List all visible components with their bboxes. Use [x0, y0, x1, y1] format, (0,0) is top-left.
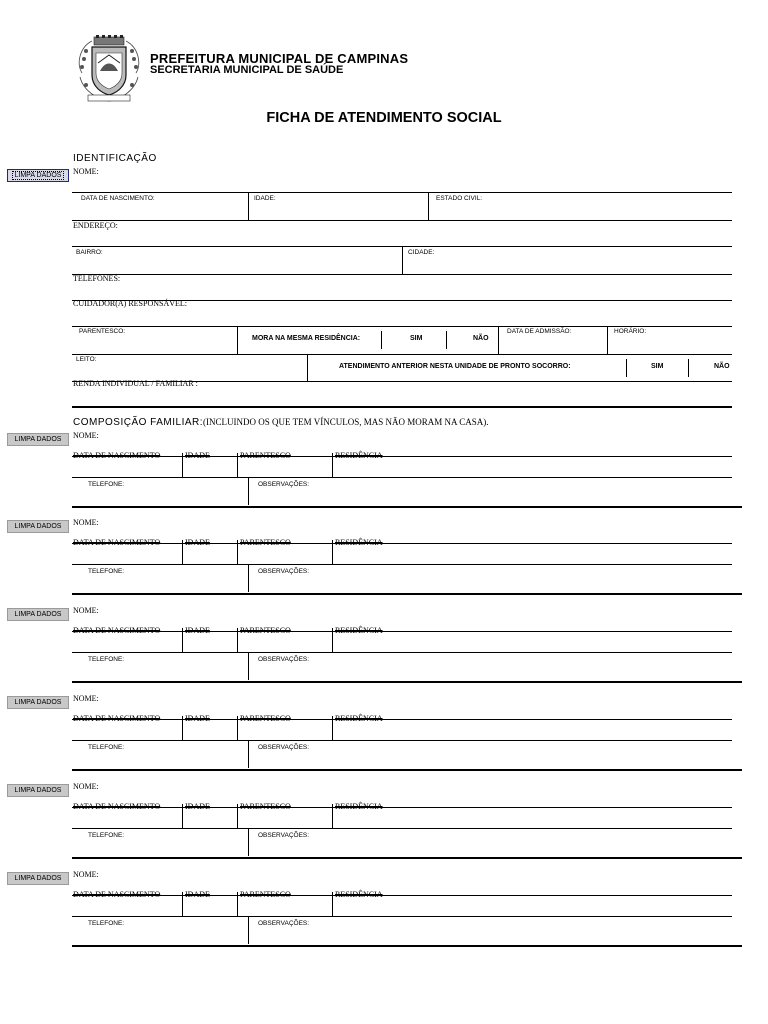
divider: [72, 652, 732, 653]
parentesco-label: PARENTESCO:: [79, 328, 126, 335]
family-parentesco-label: PARENTESCO: [240, 451, 291, 460]
family-residencia-label: RESIDÊNCIA: [335, 714, 383, 723]
family-observacoes-label: OBSERVAÇÕES:: [258, 481, 310, 488]
divider: [248, 829, 249, 856]
family-observacoes-label: OBSERVAÇÕES:: [258, 568, 310, 575]
clear-family-member-button[interactable]: [7, 520, 69, 533]
divider: [72, 895, 732, 896]
divider: [72, 326, 732, 327]
family-residencia-label: RESIDÊNCIA: [335, 451, 383, 460]
family-parentesco-label: PARENTESCO: [240, 802, 291, 811]
divider: [182, 716, 183, 740]
divider: [237, 716, 238, 740]
divider: [428, 193, 429, 220]
section-composicao-title: [73, 412, 488, 430]
divider: [332, 892, 333, 916]
divider: [402, 247, 403, 274]
divider: [72, 593, 742, 595]
divider: [237, 804, 238, 828]
divider: [72, 945, 742, 947]
divider: [182, 453, 183, 477]
family-idade-label: IDADE: [185, 538, 210, 547]
divider: [381, 331, 382, 349]
endereco-label: ENDEREÇO:: [73, 221, 118, 230]
mora-sim-option[interactable]: SIM: [410, 335, 423, 342]
clear-family-member-button[interactable]: [7, 696, 69, 709]
divider: [248, 565, 249, 592]
family-telefone-label: TELEFONE:: [88, 832, 125, 839]
data-admissao-label: DATA DE ADMISSÃO:: [507, 328, 572, 335]
divider: [248, 917, 249, 944]
city-seal-logo: [72, 33, 146, 105]
family-idade-label: IDADE: [185, 890, 210, 899]
family-nome-label: NOME:: [73, 518, 99, 527]
family-observacoes-label: OBSERVAÇÕES:: [258, 656, 310, 663]
divider: [248, 653, 249, 680]
divider: [248, 193, 249, 220]
renda-label: RENDA INDIVIDUAL / FAMILIAR :: [73, 379, 198, 388]
clear-family-member-button[interactable]: [7, 784, 69, 797]
family-residencia-label: RESIDÊNCIA: [335, 538, 383, 547]
divider: [237, 892, 238, 916]
form-title: FICHA DE ATENDIMENTO SOCIAL: [266, 110, 502, 126]
clear-button-label: LIMPA DADOS: [14, 523, 62, 530]
clear-button-label: LIMPA DADOS: [14, 699, 62, 706]
divider: [72, 740, 732, 741]
divider: [72, 769, 742, 771]
family-data-nascimento-label: DATA DE NASCIMENTO: [73, 451, 161, 460]
cuidador-label: CUIDADOR(A) RESPONSÁVEL:: [73, 299, 188, 308]
telefones-label: TELEFONES:: [73, 274, 121, 283]
divider: [307, 355, 308, 381]
divider: [72, 506, 742, 508]
atendimento-sim-option[interactable]: SIM: [651, 363, 664, 370]
family-nome-label: NOME:: [73, 431, 99, 440]
mora-nao-option[interactable]: NÃO: [473, 335, 489, 342]
divider: [72, 543, 732, 544]
family-idade-label: IDADE: [185, 626, 210, 635]
clear-button-label: LIMPA DADOS: [12, 171, 65, 180]
family-idade-label: IDADE: [185, 714, 210, 723]
divider: [72, 477, 732, 478]
horario-label: HORÁRIO:: [614, 328, 647, 335]
clear-family-member-button[interactable]: [7, 433, 69, 446]
family-telefone-label: TELEFONE:: [88, 656, 125, 663]
family-telefone-label: TELEFONE:: [88, 744, 125, 751]
divider: [182, 804, 183, 828]
family-idade-label: IDADE: [185, 802, 210, 811]
divider: [248, 478, 249, 505]
family-parentesco-label: PARENTESCO: [240, 890, 291, 899]
org-title: PREFEITURA MUNICIPAL DE CAMPINAS: [150, 51, 409, 66]
dept-subtitle: SECRETARIA MUNICIPAL DE SAÚDE: [150, 64, 344, 76]
family-parentesco-label: PARENTESCO: [240, 626, 291, 635]
data-nascimento-label: DATA DE NASCIMENTO:: [81, 195, 155, 202]
divider: [72, 564, 732, 565]
family-parentesco-label: PARENTESCO: [240, 538, 291, 547]
divider: [248, 741, 249, 768]
family-data-nascimento-label: DATA DE NASCIMENTO: [73, 626, 161, 635]
family-telefone-label: TELEFONE:: [88, 568, 125, 575]
family-telefone-label: TELEFONE:: [88, 920, 125, 927]
clear-button-label: LIMPA DADOS: [14, 787, 62, 794]
divider: [446, 331, 447, 349]
divider: [182, 892, 183, 916]
divider: [72, 828, 732, 829]
clear-button-label: LIMPA DADOS: [14, 436, 62, 443]
divider: [72, 406, 732, 408]
nome-label: NOME:: [73, 167, 99, 176]
family-data-nascimento-label: DATA DE NASCIMENTO: [73, 538, 161, 547]
divider: [72, 807, 732, 808]
divider: [607, 327, 608, 354]
divider: [688, 359, 689, 377]
clear-family-member-button[interactable]: [7, 872, 69, 885]
cidade-label: CIDADE:: [408, 249, 435, 256]
divider: [72, 631, 732, 632]
atendimento-nao-option[interactable]: NÃO: [714, 363, 730, 370]
divider: [72, 719, 732, 720]
clear-button-label: LIMPA DADOS: [14, 875, 62, 882]
section-identificacao-title: IDENTIFICAÇÃO: [73, 153, 157, 164]
bairro-label: BAIRRO:: [76, 249, 103, 256]
divider: [72, 681, 742, 683]
composicao-heading: COMPOSIÇÃO FAMILIAR:: [73, 417, 204, 428]
family-nome-label: NOME:: [73, 606, 99, 615]
divider: [72, 220, 732, 221]
estado-civil-label: ESTADO CIVIL:: [436, 195, 483, 202]
family-observacoes-label: OBSERVAÇÕES:: [258, 744, 310, 751]
family-nome-label: NOME:: [73, 870, 99, 879]
divider: [72, 274, 732, 275]
family-residencia-label: RESIDÊNCIA: [335, 802, 383, 811]
composicao-note: (INCLUINDO OS QUE TEM VÍNCULOS, MAS NÃO MORAM NA CASA).: [203, 417, 489, 427]
divider: [182, 628, 183, 652]
family-observacoes-label: OBSERVAÇÕES:: [258, 832, 310, 839]
clear-family-member-button[interactable]: [7, 608, 69, 621]
divider: [72, 857, 742, 859]
divider: [72, 456, 732, 457]
leito-label: LEITO:: [76, 356, 97, 363]
family-residencia-label: RESIDÊNCIA: [335, 626, 383, 635]
divider: [72, 916, 732, 917]
family-telefone-label: TELEFONE:: [88, 481, 125, 488]
divider: [626, 359, 627, 377]
family-parentesco-label: PARENTESCO: [240, 714, 291, 723]
divider: [237, 453, 238, 477]
idade-label: IDADE:: [254, 195, 276, 202]
divider: [237, 327, 238, 354]
divider: [237, 540, 238, 564]
family-data-nascimento-label: DATA DE NASCIMENTO: [73, 802, 161, 811]
divider: [332, 716, 333, 740]
family-observacoes-label: OBSERVAÇÕES:: [258, 920, 310, 927]
family-nome-label: NOME:: [73, 694, 99, 703]
clear-identification-button[interactable]: [7, 169, 69, 182]
family-residencia-label: RESIDÊNCIA: [335, 890, 383, 899]
family-data-nascimento-label: DATA DE NASCIMENTO: [73, 714, 161, 723]
family-idade-label: IDADE: [185, 451, 210, 460]
divider: [498, 327, 499, 354]
atendimento-anterior-label: ATENDIMENTO ANTERIOR NESTA UNIDADE DE PRONTO SOCORRO:: [339, 363, 571, 370]
family-data-nascimento-label: DATA DE NASCIMENTO: [73, 890, 161, 899]
divider: [237, 628, 238, 652]
divider: [332, 540, 333, 564]
clear-button-label: LIMPA DADOS: [14, 611, 62, 618]
family-nome-label: NOME:: [73, 782, 99, 791]
divider: [72, 192, 732, 193]
divider: [182, 540, 183, 564]
divider: [332, 628, 333, 652]
divider: [332, 804, 333, 828]
divider: [72, 354, 732, 355]
divider: [332, 453, 333, 477]
mora-mesma-residencia-label: MORA NA MESMA RESIDÊNCIA:: [252, 335, 361, 342]
